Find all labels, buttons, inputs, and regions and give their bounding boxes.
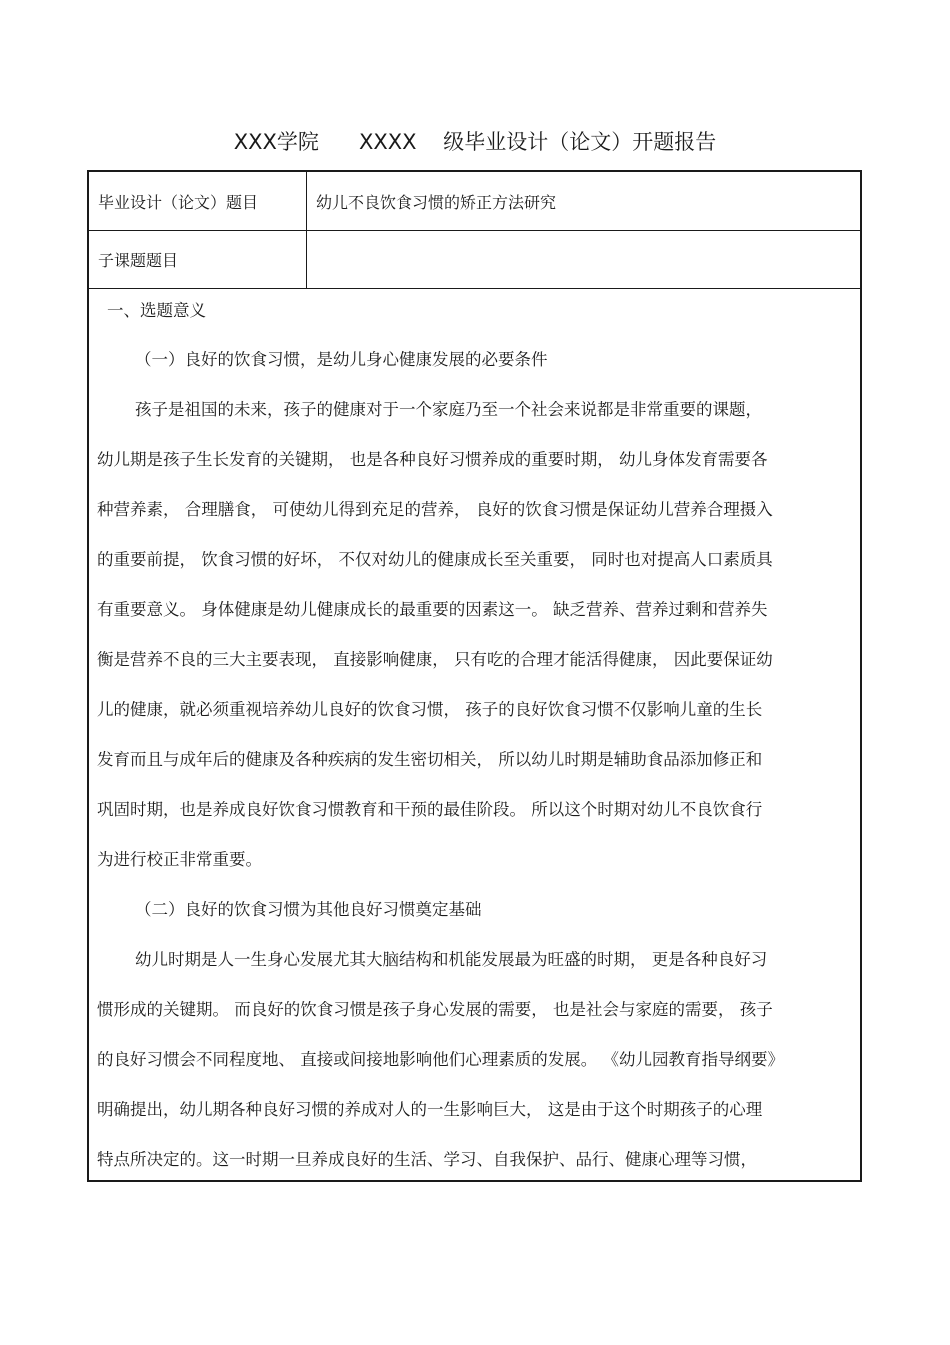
paragraph-line: 的重要前提， 饮食习惯的好坏， 不仅对幼儿的健康成长至关重要， 同时也对提高人口素质具 <box>97 550 773 569</box>
proposal-form-table <box>87 170 862 1182</box>
subtopic-title-label: 子课题题目 <box>89 231 307 288</box>
paragraph-line: 的良好习惯会不同程度地、 直接或间接地影响他们心理素质的发展。 《幼儿园教育指导纲要》 <box>97 1050 784 1069</box>
paragraph-line: 特点所决定的。这一时期一旦养成良好的生活、学习、自我保护、品行、健康心理等习惯， <box>97 1150 757 1169</box>
paragraph-line: 种营养素， 合理膳食， 可使幼儿得到充足的营养， 良好的饮食习惯是保证幼儿营养合理摄入 <box>97 500 773 519</box>
paragraph-line: 幼儿时期是人一生身心发展尤其大脑结构和机能发展最为旺盛的时期， 更是各种良好习 <box>135 950 768 969</box>
paragraph-line: 惯形成的关键期。 而良好的饮食习惯是孩子身心发展的需要， 也是社会与家庭的需要， 孩子 <box>97 1000 773 1019</box>
subtopic-title-value <box>307 231 860 288</box>
paragraph-line: 有重要意义。 身体健康是幼儿健康成长的最重要的因素这一。 缺乏营养、营养过剩和营养失 <box>97 600 768 619</box>
subsection-heading: （二）良好的饮食习惯为其他良好习惯奠定基础 <box>135 900 482 919</box>
paragraph-line: 明确提出，幼儿期各种良好习惯的养成对人的一生影响巨大， 这是由于这个时期孩子的心理 <box>97 1100 763 1119</box>
paragraph-line: 发育而且与成年后的健康及各种疾病的发生密切相关， 所以幼儿时期是辅助食品添加修正和 <box>97 750 763 769</box>
thesis-title-value: 幼儿不良饮食习惯的矫正方法研究 <box>316 192 557 212</box>
paragraph-line: 为进行校正非常重要。 <box>97 850 262 869</box>
section-heading: 一、选题意义 <box>107 301 206 320</box>
thesis-title-label: 毕业设计（论文）题目 <box>89 172 307 230</box>
proposal-body <box>89 289 860 1180</box>
document-title: XXX学院 XXXX 级毕业设计（论文）开题报告 <box>233 130 717 154</box>
paragraph-line: 衡是营养不良的三大主要表现， 直接影响健康， 只有吃的合理才能活得健康， 因此要保证幼 <box>97 650 773 669</box>
paragraph-line: 孩子是祖国的未来，孩子的健康对于一个家庭乃至一个社会来说都是非常重要的课题， <box>135 400 762 419</box>
paragraph-line: 儿的健康，就必须重视培养幼儿良好的饮食习惯， 孩子的良好饮食习惯不仅影响儿童的生长 <box>97 700 763 719</box>
thesis-title-row <box>89 172 860 231</box>
paragraph-line: 幼儿期是孩子生长发育的关键期， 也是各种良好习惯养成的重要时期， 幼儿身体发育需要各 <box>97 450 768 469</box>
subsection-heading: （一）良好的饮食习惯，是幼儿身心健康发展的必要条件 <box>135 350 548 369</box>
paragraph-line: 巩固时期，也是养成良好饮食习惯教育和干预的最佳阶段。 所以这个时期对幼儿不良饮食行 <box>97 800 763 819</box>
subtopic-title-row <box>89 231 860 289</box>
